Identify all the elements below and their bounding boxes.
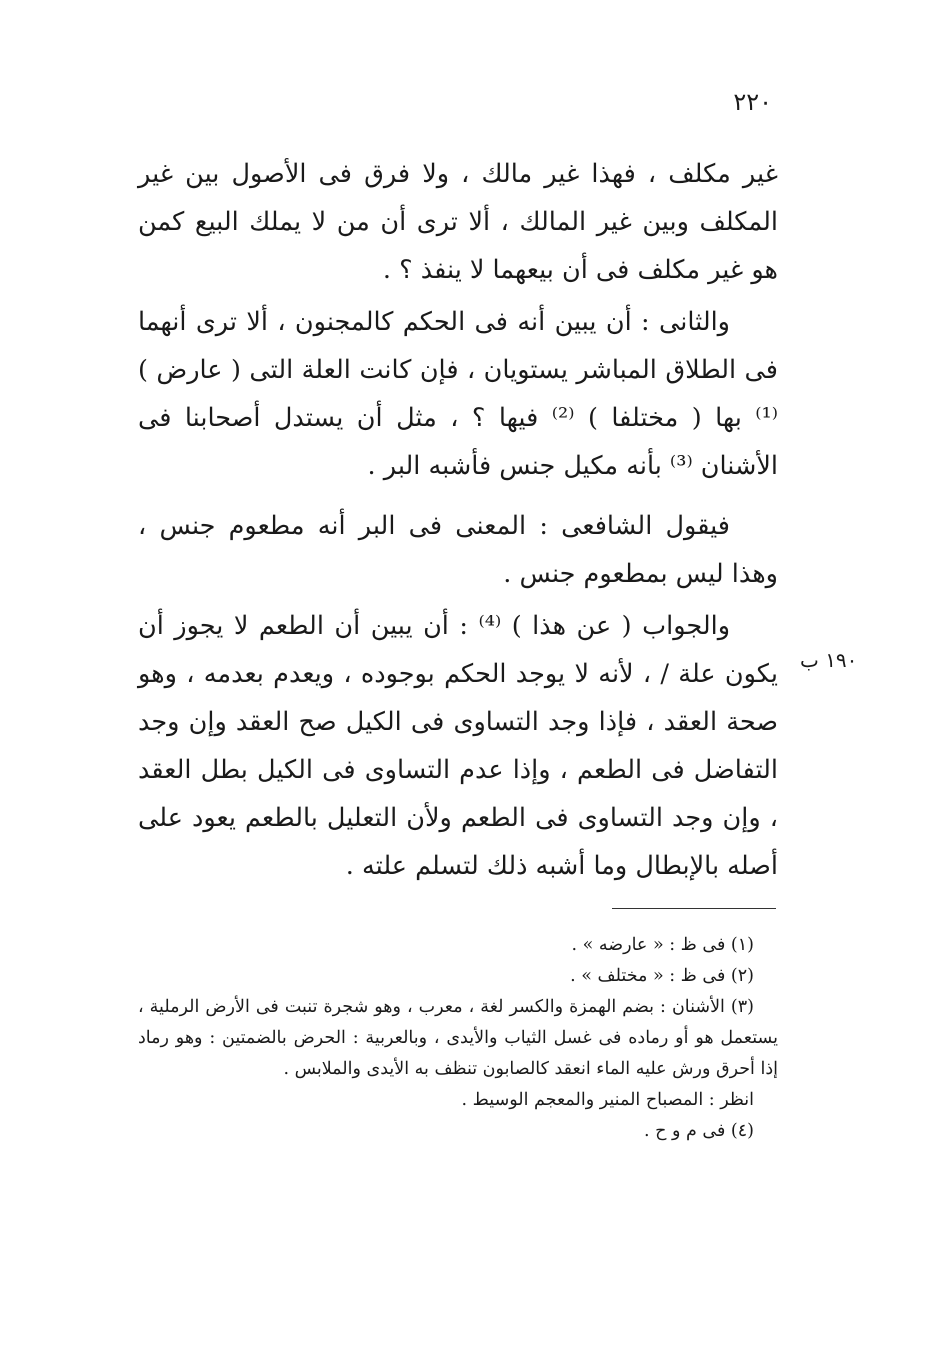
footnote-4: (٤) فى م و ح . [644,1121,754,1141]
footnotes [138,930,778,1147]
paragraph-1: غير مكلف ، فهذا غير مالك ، ولا فرق فى الأصول بين غير المكلف وبين غير المالك ، ألا ترى أن من لا يملك البيع كمن هو غير مكلف فى أن بيعهما لا ينفذ ؟ . [138,159,778,285]
page-number: ٢٢٠ [733,88,772,116]
footnote-reference: انظر : المصباح المنير والمعجم الوسيط . [461,1090,754,1110]
footnote-3: (٣) الأشنان : بضم الهمزة والكسر لغة ، معرب ، وهو شجرة تنبت فى الأرض الرملية ، يستعمل هو أو رماده فى غسل الثياب والأيدى ، وبالعربية : الحرض بالضمتين : وهو رماد إذا أحرق ورش عليه الماء انعقد كالصابون تنظف به الأيدى والملابس . [138,997,778,1079]
footnote-divider [612,908,776,909]
main-text [138,150,778,902]
footnote-2: (٢) فى ظ : « مختلف » . [570,966,754,986]
paragraph-2: والثانى : أن يبين أنه فى الحكم كالمجنون ، ألا ترى أنهما فى الطلاق المباشر يستويان ، فإن كانت العلة التى ( عارض ) ⁽¹⁾ بها ( مختلفا ) ⁽²⁾ فيها ؟ ، مثل أن يستدل أصحابنا فى الأشنان ⁽³⁾ بأنه مكيل جنس فأشبه البر . [138,307,779,481]
paragraph-4: والجواب ( عن هذا ) ⁽⁴⁾ : أن يبين أن الطعم لا يجوز أن يكون علة / ، لأنه لا يوجد الحكم بوجوده ، ويعدم بعدمه ، وهو صحة العقد ، فإذا وجد التساوى فى الكيل صح العقد وإن وجد التفاضل فى الطعم ، وإذا عدم التساوى فى الكيل بطل العقد ، وإن وجد التساوى فى الطعم ولأن التعليل بالطعم يعود على أصله بالإبطال وما أشبه ذلك لتسلم علته . [138,611,778,881]
folio-margin-note: ١٩٠ ب [800,648,858,672]
footnote-1: (١) فى ظ : « عارضه » . [571,935,754,955]
paragraph-3: فيقول الشافعى : المعنى فى البر أنه مطعوم جنس ، وهذا ليس بمطعوم جنس . [138,511,778,589]
